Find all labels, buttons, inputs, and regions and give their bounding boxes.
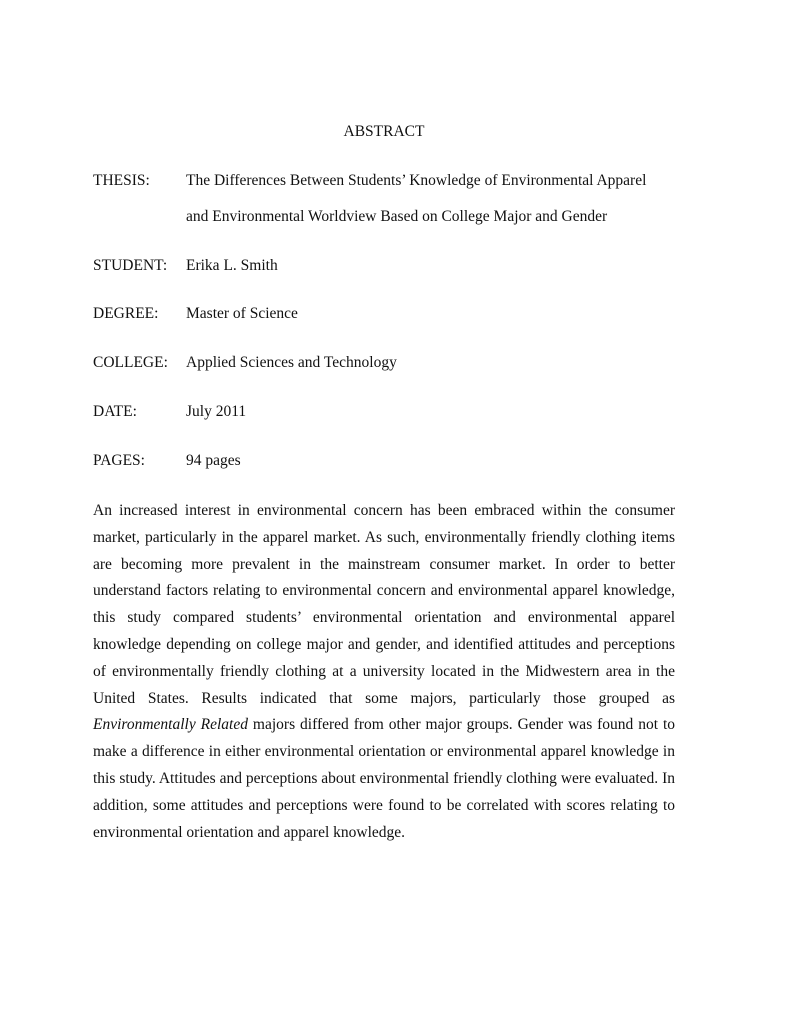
thesis-title-line2: and Environmental Worldview Based on College Major and Gender [186, 208, 608, 225]
degree-label: DEGREE: [93, 305, 159, 322]
degree-value: Master of Science [186, 305, 298, 322]
abstract-text-part2: majors differed from other major groups. Gender was found not to make a difference in either environmental orientation or environmental apparel knowledge in this study. Attitudes and perceptions about environmental friendly clothing were evaluated. In addition, some attitudes and perceptions were found to be correlated with scores relating to environmental orientation and apparel knowledge. [93, 716, 675, 841]
pages-value: 94 pages [186, 452, 241, 469]
abstract-text-italic: Environmentally Related [93, 716, 248, 734]
thesis-label: THESIS: [93, 172, 150, 189]
college-value: Applied Sciences and Technology [186, 354, 397, 371]
abstract-text-part1: An increased interest in environmental concern has been embraced within the consumer market, particularly in the apparel market. As such, environmentally friendly clothing items are becoming more prevalent in the mainstream consumer market. In order to better understand factors relating to environmental concern and environmental apparel knowledge, this study compared students’ environmental orientation and environmental apparel knowledge depending on college major and gender, and identified attitudes and perceptions of environmentally friendly clothing at a university located in the Midwestern area in the United States. Results indicated that some majors, particularly those grouped as [93, 502, 675, 707]
date-value: July 2011 [186, 403, 247, 420]
date-label: DATE: [93, 403, 137, 420]
student-name: Erika L. Smith [186, 257, 278, 274]
pages-label: PAGES: [93, 452, 145, 469]
abstract-heading: ABSTRACT [343, 123, 425, 140]
college-label: COLLEGE: [93, 354, 168, 371]
thesis-title-line1: The Differences Between Students’ Knowledge of Environmental Apparel [186, 172, 647, 189]
student-label: STUDENT: [93, 257, 168, 274]
abstract-body [93, 498, 675, 846]
